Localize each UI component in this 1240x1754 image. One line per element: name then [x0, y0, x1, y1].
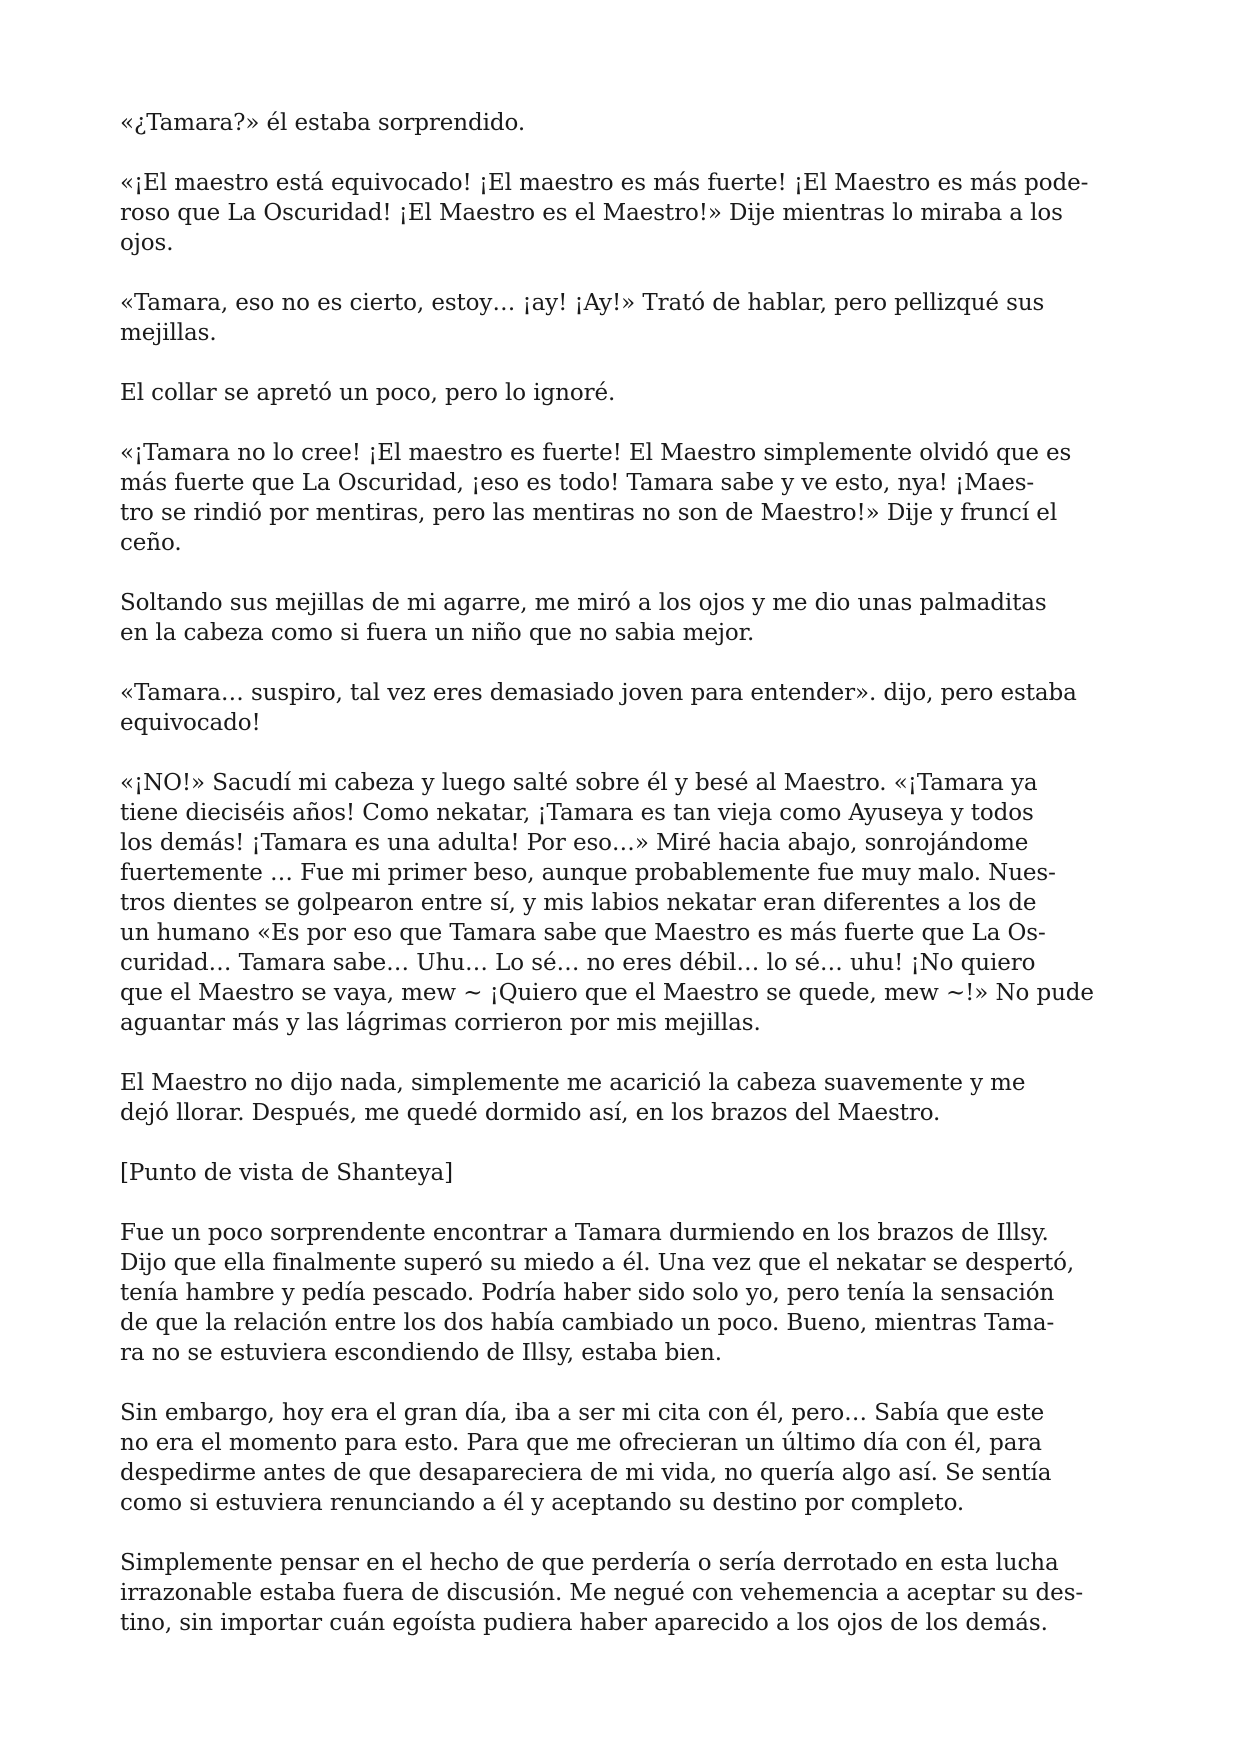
text-line: tiene dieciséis años! Como nekatar, ¡Tamara es tan vieja como Ayuseya y todos	[120, 800, 1034, 826]
text-line: ceño.	[120, 530, 182, 556]
text-line: tenía hambre y pedía pescado. Podría haber sido solo yo, pero tenía la sensación	[120, 1280, 1055, 1306]
paragraph	[120, 768, 1124, 1038]
paragraph	[120, 1218, 1124, 1368]
paragraph	[120, 1548, 1124, 1638]
text-line: despedirme antes de que desapareciera de mi vida, no quería algo así. Se sentía	[120, 1460, 1052, 1486]
text-line: equivocado!	[120, 710, 261, 736]
paragraph	[120, 288, 1124, 348]
text-line: «Tamara… suspiro, tal vez eres demasiado joven para entender». dijo, pero estaba	[120, 680, 1077, 706]
paragraph	[120, 168, 1124, 258]
text-line: «¿Tamara?» él estaba sorprendido.	[120, 110, 526, 136]
text-line: como si estuviera renunciando a él y aceptando su destino por completo.	[120, 1490, 965, 1516]
text-line: no era el momento para esto. Para que me ofrecieran un último día con él, para	[120, 1430, 1042, 1456]
text-line: Sin embargo, hoy era el gran día, iba a ser mi cita con él, pero… Sabía que este	[120, 1400, 1045, 1426]
text-line: roso que La Oscuridad! ¡El Maestro es el Maestro!» Dije mientras lo miraba a los	[120, 200, 1063, 226]
text-line: un humano «Es por eso que Tamara sabe que Maestro es más fuerte que La Os-	[120, 920, 1046, 946]
paragraph	[120, 678, 1124, 738]
text-line: tino, sin importar cuán egoísta pudiera haber aparecido a los ojos de los demás.	[120, 1610, 1048, 1636]
text-line: los demás! ¡Tamara es una adulta! Por eso…» Miré hacia abajo, sonrojándome	[120, 830, 1029, 856]
text-line: ra no se estuviera escondiendo de Illsy, estaba bien.	[120, 1340, 722, 1366]
text-line: Simplemente pensar en el hecho de que perdería o sería derrotado en esta lucha	[120, 1550, 1059, 1576]
text-line: El collar se apretó un poco, pero lo ignoré.	[120, 380, 616, 406]
paragraph	[120, 1158, 1124, 1188]
text-line: tros dientes se golpearon entre sí, y mis labios nekatar eran diferentes a los de	[120, 890, 1037, 916]
text-line: que el Maestro se vaya, mew ~ ¡Quiero que el Maestro se quede, mew ~!» No pude	[120, 980, 1094, 1006]
document-body	[120, 108, 1124, 1668]
text-line: tro se rindió por mentiras, pero las mentiras no son de Maestro!» Dije y fruncí el	[120, 500, 1058, 526]
text-line: «Tamara, eso no es cierto, estoy… ¡ay! ¡Ay!» Trató de hablar, pero pellizqué sus	[120, 290, 1045, 316]
paragraph	[120, 378, 1124, 408]
text-line: [Punto de vista de Shanteya]	[120, 1160, 454, 1186]
paragraph	[120, 1398, 1124, 1518]
text-line: ojos.	[120, 230, 174, 256]
text-line: aguantar más y las lágrimas corrieron por mis mejillas.	[120, 1010, 761, 1036]
paragraph	[120, 588, 1124, 648]
text-line: irrazonable estaba fuera de discusión. Me negué con vehemencia a aceptar su des-	[120, 1580, 1084, 1606]
text-line: curidad… Tamara sabe… Uhu… Lo sé… no eres débil… lo sé… uhu! ¡No quiero	[120, 950, 1036, 976]
text-line: más fuerte que La Oscuridad, ¡eso es todo! Tamara sabe y ve esto, nya! ¡Maes-	[120, 470, 1035, 496]
text-line: El Maestro no dijo nada, simplemente me acarició la cabeza suavemente y me	[120, 1070, 1026, 1096]
text-line: «¡El maestro está equivocado! ¡El maestro es más fuerte! ¡El Maestro es más pode-	[120, 170, 1089, 196]
text-line: mejillas.	[120, 320, 217, 346]
text-line: fuertemente … Fue mi primer beso, aunque probablemente fue muy malo. Nues-	[120, 860, 1056, 886]
text-line: «¡Tamara no lo cree! ¡El maestro es fuerte! El Maestro simplemente olvidó que es	[120, 440, 1072, 466]
text-line: Soltando sus mejillas de mi agarre, me miró a los ojos y me dio unas palmaditas	[120, 590, 1047, 616]
paragraph	[120, 108, 1124, 138]
text-line: de que la relación entre los dos había cambiado un poco. Bueno, mientras Tama-	[120, 1310, 1055, 1336]
paragraph	[120, 1068, 1124, 1128]
text-line: Dijo que ella finalmente superó su miedo a él. Una vez que el nekatar se despertó,	[120, 1250, 1075, 1276]
paragraph	[120, 438, 1124, 558]
text-line: dejó llorar. Después, me quedé dormido así, en los brazos del Maestro.	[120, 1100, 941, 1126]
text-line: en la cabeza como si fuera un niño que no sabia mejor.	[120, 620, 755, 646]
text-line: «¡NO!» Sacudí mi cabeza y luego salté sobre él y besé al Maestro. «¡Tamara ya	[120, 770, 1038, 796]
text-line: Fue un poco sorprendente encontrar a Tamara durmiendo en los brazos de Illsy.	[120, 1220, 1049, 1246]
